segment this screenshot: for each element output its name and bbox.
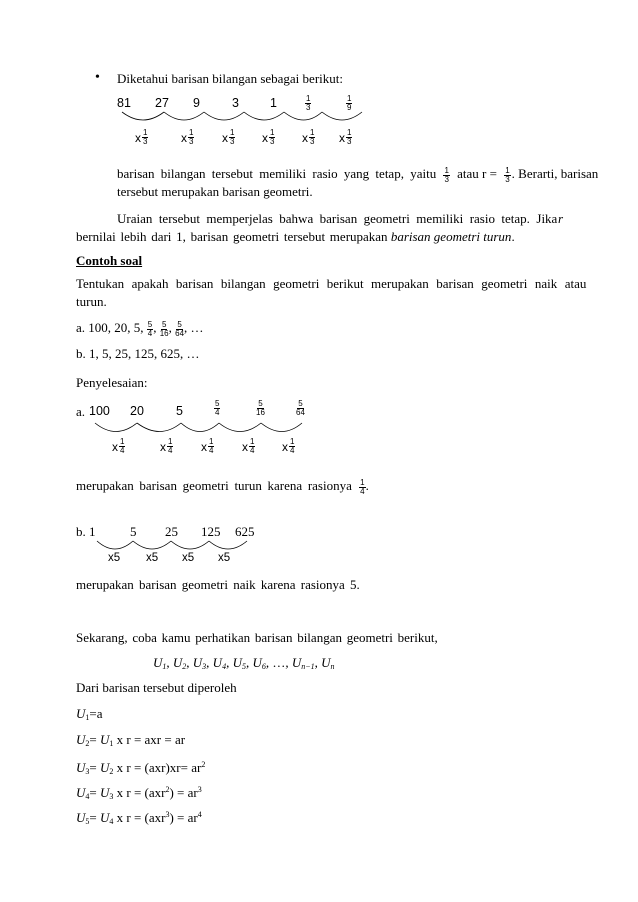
- intro-text: Sekarang, coba kamu perhatikan barisan bilangan geometri berikut,: [76, 630, 438, 645]
- sol-a-frac-term: $\frac{5}{16}$: [256, 398, 265, 417]
- seq1-multiplier: x $\frac{1}{3}$: [302, 128, 315, 146]
- seq1-term: 81: [117, 96, 131, 110]
- sol-a-frac-term: $\frac{5}{4}$: [215, 398, 220, 417]
- arc: [97, 541, 133, 549]
- arc: [322, 112, 362, 120]
- bullet-text: Diketahui barisan bilangan sebagai berikut:: [117, 71, 343, 86]
- sol-b-multiplier: x5: [146, 552, 159, 564]
- arc: [209, 541, 247, 549]
- formula-u1: $U_1=a$: [76, 706, 103, 722]
- sol-a-frac-term: $\frac{5}{64}$: [296, 398, 305, 417]
- seq1-term: 3: [232, 96, 239, 110]
- seq1-frac-term: $\frac{1}{9}$: [347, 93, 352, 112]
- seq1-multiplier: x $\frac{1}{3}$: [339, 128, 352, 146]
- arc: [219, 423, 261, 432]
- formula-u5: $U_5= U_4$ x $r = (axr^3) = ar^4$: [76, 810, 202, 826]
- seq1-multiplier: x $\frac{1}{3}$: [135, 128, 148, 146]
- arc: [284, 112, 322, 120]
- u-sequence: $U_1$, $U_2$, $U_3$, $U_4$, $U_5$, $U_6$, …, $U_{n-1}$, $U_n$: [153, 655, 335, 671]
- sol-b-conclusion: merupakan barisan geometri naik karena rasionya 5.: [76, 577, 360, 592]
- arc: [137, 423, 181, 432]
- arc: [122, 112, 164, 120]
- seq1-term: 9: [193, 96, 200, 110]
- arc: [133, 541, 171, 549]
- sol-a-term: 5: [176, 404, 183, 418]
- sol-a-multiplier: x $\frac{1}{4}$: [160, 437, 173, 455]
- seq1-term: 27: [155, 96, 169, 110]
- sol-a-multiplier: x $\frac{1}{4}$: [282, 437, 295, 455]
- section-heading: Contoh soal: [76, 253, 143, 268]
- arc: [204, 112, 244, 120]
- sol-b-term: 125: [201, 524, 221, 539]
- arc: [95, 423, 137, 432]
- sol-b-label: b. 1: [76, 524, 96, 539]
- arc: [171, 541, 209, 549]
- seq1-frac-term: $\frac{1}{3}$: [306, 93, 311, 112]
- question-line2: turun.: [76, 294, 107, 309]
- para1-line1: barisan bilangan tersebut memiliki rasio yang tetap, yaitu $\frac{1}{3}$ atau r = $\frac{1}{3}$ . Berarti, barisan: [117, 165, 599, 184]
- seq1-multiplier: x $\frac{1}{3}$: [181, 128, 194, 146]
- para1-line2: tersebut merupakan barisan geometri.: [117, 184, 313, 199]
- bullet-icon: •: [95, 70, 100, 85]
- sol-b-multiplier: x5: [182, 552, 195, 564]
- solution-label: Penyelesaian:: [76, 375, 148, 390]
- seq1-multiplier: x $\frac{1}{3}$: [222, 128, 235, 146]
- sol-b-term: 5: [130, 524, 137, 539]
- sol-b-term: 625: [235, 524, 255, 539]
- arc: [181, 423, 219, 432]
- arc: [261, 423, 302, 432]
- derived-label: Dari barisan tersebut diperoleh: [76, 680, 237, 695]
- para2-line1: Uraian tersebut memperjelas bahwa barisan geometri memiliki rasio tetap. Jika r: [117, 211, 563, 226]
- sol-a-multiplier: x $\frac{1}{4}$: [112, 437, 125, 455]
- sol-a-term: 100: [89, 404, 110, 418]
- arc: [164, 112, 204, 120]
- formula-u3: $U_3= U_2$ x $r = (axr)xr= ar^2$: [76, 760, 206, 776]
- seq1-term: 1: [270, 96, 277, 110]
- sol-a-multiplier: x $\frac{1}{4}$: [242, 437, 255, 455]
- para2-line2: bernilai lebih dari 1, barisan geometri tersebut merupakan barisan geometri turun.: [76, 229, 515, 244]
- formula-u2: $U_2= U_1$ x r = axr = ar: [76, 732, 186, 748]
- formula-u4: $U_4= U_3$ x $r = (axr^2) = ar^3$: [76, 785, 202, 801]
- sol-a-label: a.: [76, 404, 86, 419]
- sol-b-multiplier: x5: [218, 552, 231, 564]
- sol-a-term: 20: [130, 404, 144, 418]
- sol-b-term: 25: [165, 524, 178, 539]
- item-b: b. 1, 5, 25, 125, 625, …: [76, 346, 200, 361]
- sol-a-conclusion: merupakan barisan geometri turun karena rasionya $\frac{1}{4}$ .: [76, 477, 369, 496]
- sol-b-multiplier: x5: [108, 552, 121, 564]
- item-a: a. 100, 20, 5, $\frac{5}{4}$ , $\frac{5}{16}$ , $\frac{5}{64}$ , …: [76, 319, 204, 338]
- question-line1: Tentukan apakah barisan bilangan geometri berikut merupakan barisan geometri naik atau: [76, 276, 587, 291]
- sol-a-multiplier: x $\frac{1}{4}$: [201, 437, 214, 455]
- arc: [244, 112, 284, 120]
- seq1-multiplier: x $\frac{1}{3}$: [262, 128, 275, 146]
